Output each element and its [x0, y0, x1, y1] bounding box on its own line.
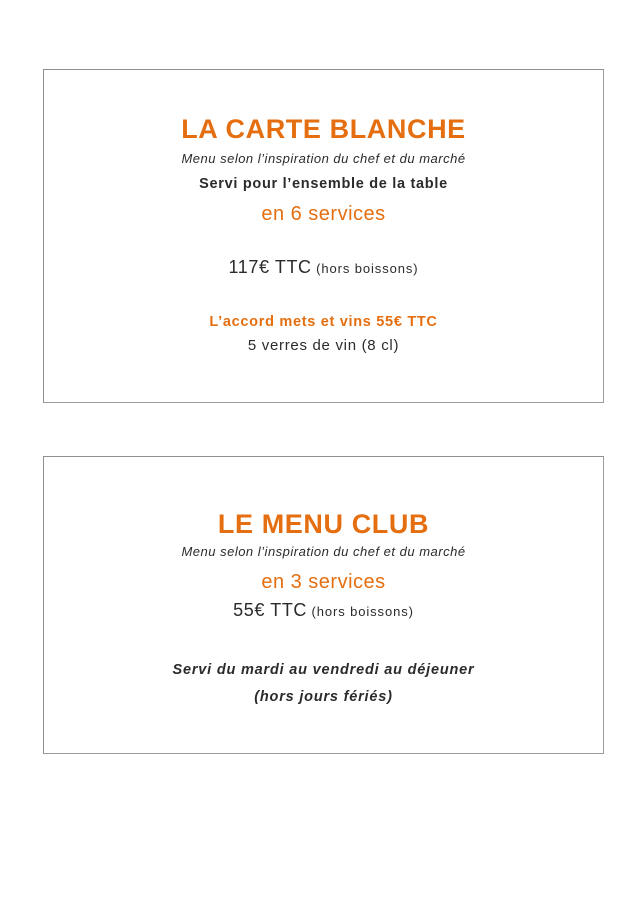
availability-exclusion: (hors jours fériés) — [254, 689, 393, 705]
serving-note: Servi pour l’ensemble de la table — [199, 176, 448, 192]
menu-card-menu-club — [43, 456, 604, 754]
price-line — [44, 257, 603, 278]
wine-pairing-detail: 5 verres de vin (8 cl) — [247, 337, 400, 354]
wine-pairing-offer: L’accord mets et vins 55€ TTC — [209, 314, 438, 330]
price-note: (hors boissons) — [316, 261, 419, 276]
price-note: (hors boissons) — [311, 604, 414, 619]
card-title: LA CARTE BLANCHE — [181, 114, 466, 144]
card-title: LE MENU CLUB — [217, 509, 430, 539]
services-count: en 3 services — [261, 571, 386, 593]
price-value: 117€ TTC — [228, 257, 312, 277]
price-line — [44, 600, 603, 621]
services-count: en 6 services — [261, 203, 386, 225]
card-subtitle: Menu selon l’inspiration du chef et du marché — [181, 151, 466, 166]
menu-card-carte-blanche — [43, 69, 604, 403]
card-subtitle: Menu selon l’inspiration du chef et du marché — [181, 544, 466, 559]
availability-note: Servi du mardi au vendredi au déjeuner — [172, 662, 475, 678]
price-value: 55€ TTC — [233, 600, 308, 620]
